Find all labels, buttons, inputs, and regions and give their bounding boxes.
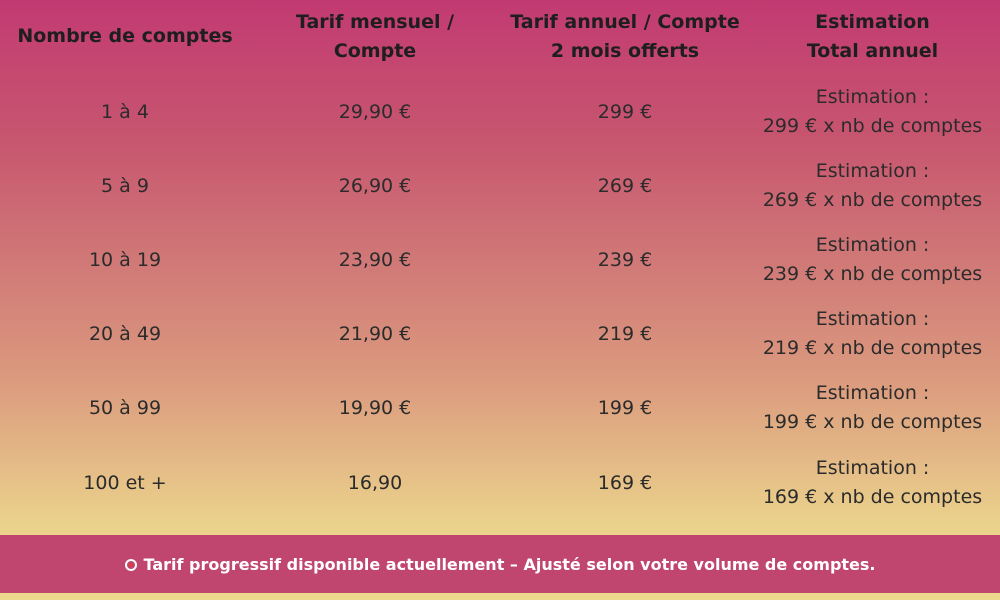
table-row [0, 75, 1000, 149]
info-banner [0, 535, 1000, 593]
cell-comptes: 10 à 19 [88, 249, 162, 271]
cell-annuel: 169 € [597, 472, 653, 494]
cell-annuel: 269 € [597, 175, 653, 197]
estimation-formula: 269 € x nb de comptes [762, 189, 983, 211]
cell-mensuel: 26,90 € [338, 175, 412, 197]
estimation-formula: 199 € x nb de comptes [762, 411, 983, 433]
estimation-formula: 219 € x nb de comptes [762, 337, 983, 359]
cell-comptes: 20 à 49 [88, 323, 162, 345]
cell-comptes: 5 à 9 [101, 175, 149, 197]
cell-annuel: 299 € [597, 101, 653, 123]
cell-mensuel: 29,90 € [338, 101, 412, 123]
estimation-label: Estimation : [815, 86, 930, 108]
estimation-label: Estimation : [815, 382, 930, 404]
cell-annuel: 219 € [597, 323, 653, 345]
cell-estimation [745, 83, 1000, 141]
header-tarif-mensuel [250, 8, 500, 66]
cell-mensuel: 16,90 [347, 472, 403, 494]
table-row [0, 371, 1000, 445]
table-row [0, 223, 1000, 297]
table-row [0, 149, 1000, 223]
bottom-strip [0, 593, 1000, 600]
estimation-label: Estimation : [815, 160, 930, 182]
estimation-formula: 299 € x nb de comptes [762, 115, 983, 137]
estimation-label: Estimation : [815, 234, 930, 256]
cell-estimation [745, 231, 1000, 289]
cell-mensuel: 19,90 € [338, 397, 412, 419]
header-nombre-comptes [0, 22, 250, 51]
target-icon [125, 559, 137, 571]
cell-estimation [745, 379, 1000, 437]
cell-estimation [745, 157, 1000, 215]
cell-annuel: 199 € [597, 397, 653, 419]
cell-annuel: 239 € [597, 249, 653, 271]
header-line: Compte [333, 40, 417, 62]
cell-comptes: 100 et + [83, 472, 167, 494]
estimation-label: Estimation : [815, 308, 930, 330]
banner-text: Tarif progressif disponible actuellement – Ajusté selon votre volume de comptes. [143, 554, 876, 574]
header-line: Nombre de comptes [17, 25, 233, 47]
estimation-label: Estimation : [815, 457, 930, 479]
header-line: Total annuel [806, 40, 939, 62]
estimation-formula: 169 € x nb de comptes [762, 486, 983, 508]
table-row [0, 297, 1000, 371]
cell-estimation [745, 305, 1000, 363]
header-estimation [745, 8, 1000, 66]
cell-mensuel: 21,90 € [338, 323, 412, 345]
cell-estimation [745, 454, 1000, 512]
header-line: 2 mois offerts [550, 40, 700, 62]
header-line: Tarif annuel / Compte [510, 11, 740, 33]
cell-mensuel: 23,90 € [338, 249, 412, 271]
estimation-formula: 239 € x nb de comptes [762, 263, 983, 285]
header-line: Estimation [815, 11, 930, 33]
cell-comptes: 1 à 4 [101, 101, 149, 123]
header-line: Tarif mensuel / [295, 11, 455, 33]
header-tarif-annuel [500, 8, 750, 66]
table-row [0, 446, 1000, 520]
cell-comptes: 50 à 99 [88, 397, 162, 419]
table-header [0, 0, 1000, 80]
